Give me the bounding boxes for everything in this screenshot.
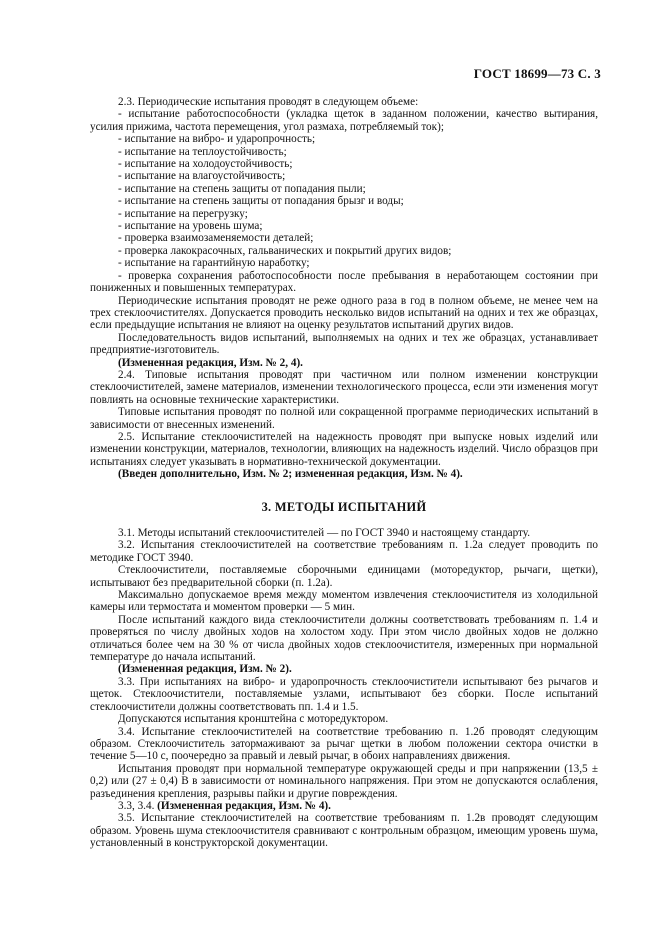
paragraph-voltage: Испытания проводят при нормальной температуре окружающей среды и при напряжении (13,5 ± 0,2) или (27 ± 0,4) В в зависимости от номинального напряжения. При этом не допускаются ослабления, разъединения крепления, разрывы пайки и другие повреждения. <box>90 762 598 800</box>
paragraph-2-4: 2.4. Типовые испытания проводят при частичном или полном изменении конструкции стеклоочистителей, замене материалов, изменении технологического процесса, если эти изменения могут повлиять на основные технические характеристики. <box>90 368 598 406</box>
list-item: - испытание на влагоустойчивость; <box>118 170 286 183</box>
list-item: - проверка сохранения работоспособности после пребывания в неработающем состоянии при пониженных и повышенных температурах. <box>90 269 598 295</box>
paragraph-3-5: 3.5. Испытание стеклоочистителей на соответствие требованиям п. 1.2в проводят следующим образом. Уровень шума стеклоочистителя сравнивают с контрольным образцом, имеющим уровень шума, установленный в конструкторской документации. <box>90 812 598 850</box>
paragraph-bracket: Допускаются испытания кронштейна с моторедуктором. <box>118 713 389 726</box>
paragraph-units: Стеклоочистители, поставляемые сборочными единицами (моторедуктор, рычаги, щетки), испытывают без предварительной сборки (п. 1.2а). <box>90 564 598 589</box>
clause-numbers: 3.3, 3.4. <box>118 799 155 812</box>
list-item: - испытание работоспособности (укладка щеток в заданном положении, качество вытирания, усилия прижима, частота перемещения, угол размаха, потребляемый ток); <box>90 108 598 133</box>
document-body <box>90 96 598 850</box>
paragraph-3-4: 3.4. Испытание стеклоочистителей на соответствие требованию п. 1.2б проводят следующим образом. Стеклоочиститель затормаживают за рычаг щетки в любом положении сектора очистки в течение 5—10 с, поочередно за правый и левый рычаг, в обоих направлениях движения. <box>90 725 598 763</box>
list-item: - испытание на теплоустойчивость; <box>118 145 287 158</box>
paragraph-2-3: 2.3. Периодические испытания проводят в следующем объеме: <box>118 96 419 108</box>
paragraph-3-3: 3.3. При испытаниях на вибро- и ударопрочность стеклоочистители испытывают без рычагов и щеток. Стеклоочистители, поставляемые узлами, испытывают без сборки. После испытаний стеклоочистители должны соответствовать пп. 1.4 и 1.5. <box>90 675 598 713</box>
list-item: - испытание на перегрузку; <box>118 207 248 220</box>
paragraph-3-1: 3.1. Методы испытаний стеклоочистителей — по ГОСТ 3940 и настоящему стандарту. <box>118 527 531 539</box>
list-item: - испытание на вибро- и ударопрочность; <box>118 133 316 146</box>
paragraph-periodic: Периодические испытания проводят не реже одного раза в год в полном объеме, не менее чем на трех стеклоочистителях. Допускается проводить несколько видов испытаний на одних и тех же образцах, если предыдущие испытания не влияют на оценку результатов испытаний других видов. <box>90 294 598 332</box>
paragraph-2-5: 2.5. Испытание стеклоочистителей на надежность проводят при выпуске новых изделий или изменении конструкции, материалов, технологии, влияющих на надежность изделий. Число образцов при испытаниях следует указывать в нормативно-технической документации. <box>90 430 598 468</box>
paragraph-after: После испытаний каждого вида стеклоочистители должны соответствовать требованиям п. 1.4 и проверяться по числу двойных ходов на холостом ходу. При этом число двойных ходов не должно отличаться более чем на 30 % от числа двойных ходов стеклоочистителя, измеренных при нормальной температуре до начала испытаний. <box>90 613 598 664</box>
amendment-note: (Измененная редакция, Изм. № 4). <box>157 799 331 812</box>
list-item: - испытание на уровень шума; <box>118 220 263 233</box>
amendment-note: (Измененная редакция, Изм. № 2). <box>118 663 292 676</box>
list-item: - проверка взаимозаменяемости деталей; <box>118 232 314 245</box>
paragraph-time: Максимально допускаемое время между моментом извлечения стеклоочистителя из холодильной камеры или термостата и моментом проверки — 5 мин. <box>90 589 598 614</box>
list-item: - испытание на степень защиты от попадания брызг и воды; <box>118 195 404 208</box>
amendment-note: (Измененная редакция, Изм. № 2, 4). <box>118 356 303 369</box>
amendment-line <box>90 800 598 812</box>
list-item: - испытание на гарантийную наработку; <box>118 257 310 270</box>
page-header: ГОСТ 18699—73 С. 3 <box>473 66 601 81</box>
list-item: - испытание на степень защиты от попадания пыли; <box>118 182 366 195</box>
paragraph-typical: Типовые испытания проводят по полной или сокращенной программе периодических испытаний в зависимости от внесенных изменений. <box>90 406 598 431</box>
paragraph-sequence: Последовательность видов испытаний, выполняемых на одних и тех же образцах, устанавливает предприятие-изготовитель. <box>90 331 598 357</box>
amendment-note: (Введен дополнительно, Изм. № 2; измененная редакция, Изм. № 4). <box>118 468 463 481</box>
list-item: - испытание на холодоустойчивость; <box>118 158 293 171</box>
list-item: - проверка лакокрасочных, гальванических и покрытий других видов; <box>118 244 452 257</box>
section-title: 3. МЕТОДЫ ИСПЫТАНИЙ <box>261 499 427 514</box>
paragraph-3-2: 3.2. Испытания стеклоочистителей на соответствие требованиям п. 1.2а следует проводить по методике ГОСТ 3940. <box>90 539 598 564</box>
